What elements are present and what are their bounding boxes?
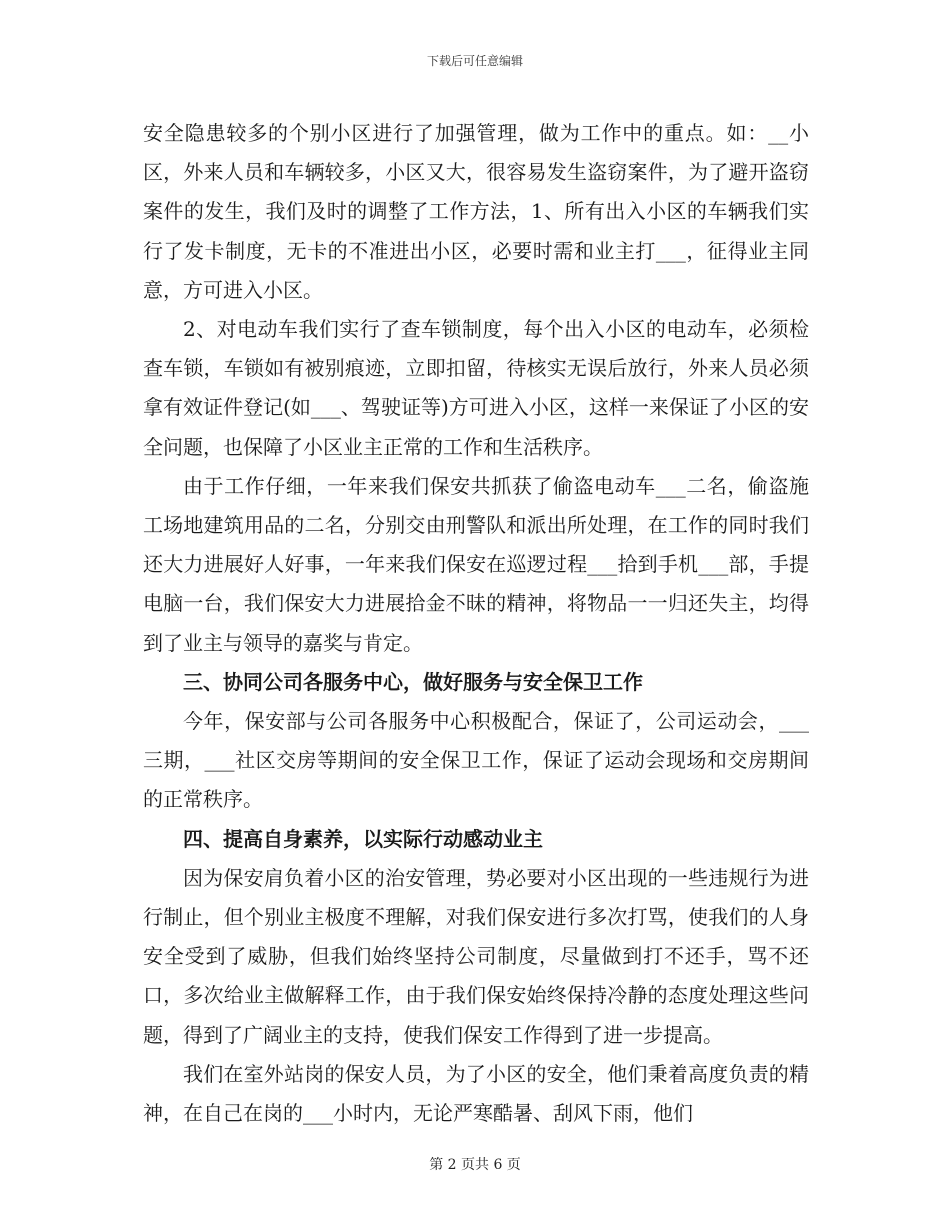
paragraph-3: 由于工作仔细，一年来我们保安共抓获了偷盗电动车___二名，偷盗施工场地建筑用品的二名，分别交由刑警队和派出所处理，在工作的同时我们还大力进展好人好事，一年来我们保安在巡逻过程___拾到手机___部，手提电脑一台，我们保安大力进展拾金不昧的精神，将物品一一归还失主，均得到了业主与领导的嘉奖与肯定。 xyxy=(143,473,809,655)
paragraph-1: 安全隐患较多的个别小区进行了加强管理，做为工作中的重点。如：__小区，外来人员和车辆较多，小区又大，很容易发生盗窃案件，为了避开盗窃案件的发生，我们及时的调整了工作方法，1、所有出入小区的车辆我们实行了发卡制度，无卡的不准进出小区，必要时需和业主打___，征得业主同意，方可进入小区。 xyxy=(143,121,809,302)
document-body xyxy=(143,114,809,1133)
paragraph-2: 2、对电动车我们实行了查车锁制度，每个出入小区的电动车，必须检查车锁，车锁如有被别痕迹，立即扣留，待核实无误后放行，外来人员必须拿有效证件登记(如___、驾驶证等)方可进入小区，这样一来保证了小区的安全问题，也保障了小区业主正常的工作和生活秩序。 xyxy=(143,317,809,459)
header-note: 下载后可任意编辑 xyxy=(426,54,523,68)
paragraph-6: 我们在室外站岗的保安人员，为了小区的安全，他们秉着高度负责的精神，在自己在岗的___小时内，无论严寒酷暑、刮风下雨，他们 xyxy=(143,1061,809,1126)
page-number-footer: 第 2 页共 6 页 xyxy=(429,1157,521,1173)
section-heading-4: 四、提高自身素养，以实际行动感动业主 xyxy=(183,826,543,851)
paragraph-5: 因为保安肩负着小区的治安管理，势必要对小区出现的一些违规行为进行制止，但个别业主极度不理解，对我们保安进行多次打骂，使我们的人身安全受到了威胁，但我们始终坚持公司制度，尽量做到打不还手，骂不还口，多次给业主做解释工作，由于我们保安始终保持冷静的态度处理这些问题，得到了广阔业主的支持，使我们保安工作得到了进一步提高。 xyxy=(143,865,809,1047)
section-heading-3: 三、协同公司各服务中心，做好服务与安全保卫工作 xyxy=(183,669,643,694)
paragraph-4: 今年，保安部与公司各服务中心积极配合，保证了，公司运动会，___三期，___社区交房等期间的安全保卫工作，保证了运动会现场和交房期间的正常秩序。 xyxy=(143,709,809,812)
